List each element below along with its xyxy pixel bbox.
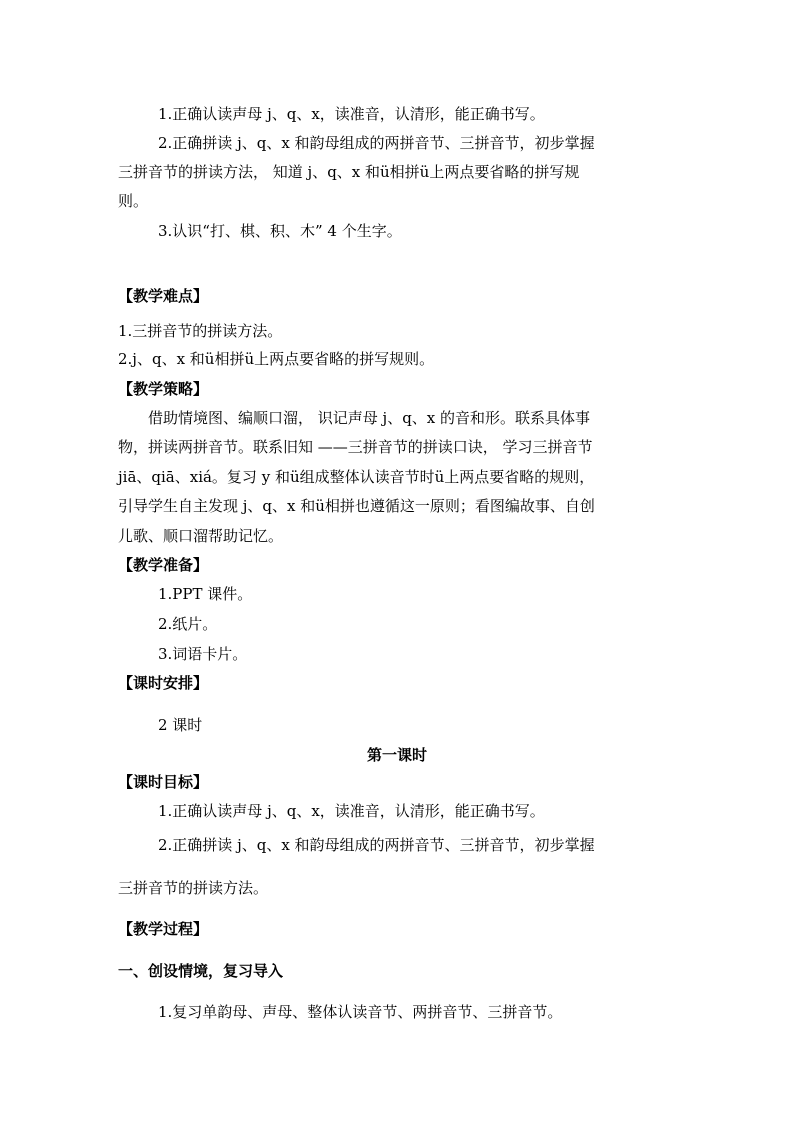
objective-3: 3.认识“打、棋、积、木” 4 个生字。 [158, 222, 402, 240]
lesson-objective-2-line-2: 三拼音节的拼读方法。 [118, 879, 269, 897]
difficulties-heading: 【教学难点】 [118, 287, 209, 305]
schedule-value: 2 课时 [158, 716, 203, 734]
lesson-objective-1: 1.正确认读声母 j、q、x，读准音，认清形，能正确书写。 [158, 802, 545, 820]
strategy-line-3: jiā、qiā、xiá。复习 y 和ü组成整体认读音节时ü上两点要省略的规则， [118, 468, 595, 486]
objective-2-line-3: 则。 [118, 192, 149, 210]
objective-2-line-2: 三拼音节的拼读方法， 知道 j、q、x 和ü相拼ü上两点要省略的拼写规 [118, 163, 580, 181]
strategy-line-1: 借助情境图、编顺口溜， 识记声母 j、q、x 的音和形。联系具体事 [148, 409, 591, 427]
process-item-1: 1.复习单韵母、声母、整体认读音节、两拼音节、三拼音节。 [158, 1003, 563, 1021]
process-section-1: 一、创设情境，复习导入 [118, 962, 284, 980]
first-lesson-title: 第一课时 [366, 746, 427, 764]
schedule-heading: 【课时安排】 [118, 674, 209, 692]
lesson-objectives-heading: 【课时目标】 [118, 773, 209, 791]
process-heading: 【教学过程】 [118, 920, 209, 938]
preparation-2: 2.纸片。 [158, 615, 218, 633]
strategy-line-2: 物，拼读两拼音节。联系旧知 ——三拼音节的拼读口诀， 学习三拼音节 [118, 438, 593, 456]
strategy-line-4: 引导学生自主发现 j、q、x 和ü相拼也遵循这一原则；看图编故事、自创 [118, 497, 595, 515]
preparation-3: 3.词语卡片。 [158, 645, 248, 663]
strategy-line-5: 儿歌、顺口溜帮助记忆。 [118, 527, 284, 545]
objective-1: 1.正确认读声母 j、q、x，读准音，认清形，能正确书写。 [158, 105, 545, 123]
difficulty-2: 2.j、q、x 和ü相拼ü上两点要省略的拼写规则。 [118, 350, 435, 368]
difficulty-1: 1.三拼音节的拼读方法。 [118, 322, 283, 340]
strategy-heading: 【教学策略】 [118, 380, 209, 398]
objective-2-line-1: 2.正确拼读 j、q、x 和韵母组成的两拼音节、三拼音节，初步掌握 [158, 134, 595, 152]
lesson-objective-2-line-1: 2.正确拼读 j、q、x 和韵母组成的两拼音节、三拼音节，初步掌握 [158, 836, 595, 854]
preparation-heading: 【教学准备】 [118, 556, 209, 574]
preparation-1: 1.PPT 课件。 [158, 585, 253, 603]
